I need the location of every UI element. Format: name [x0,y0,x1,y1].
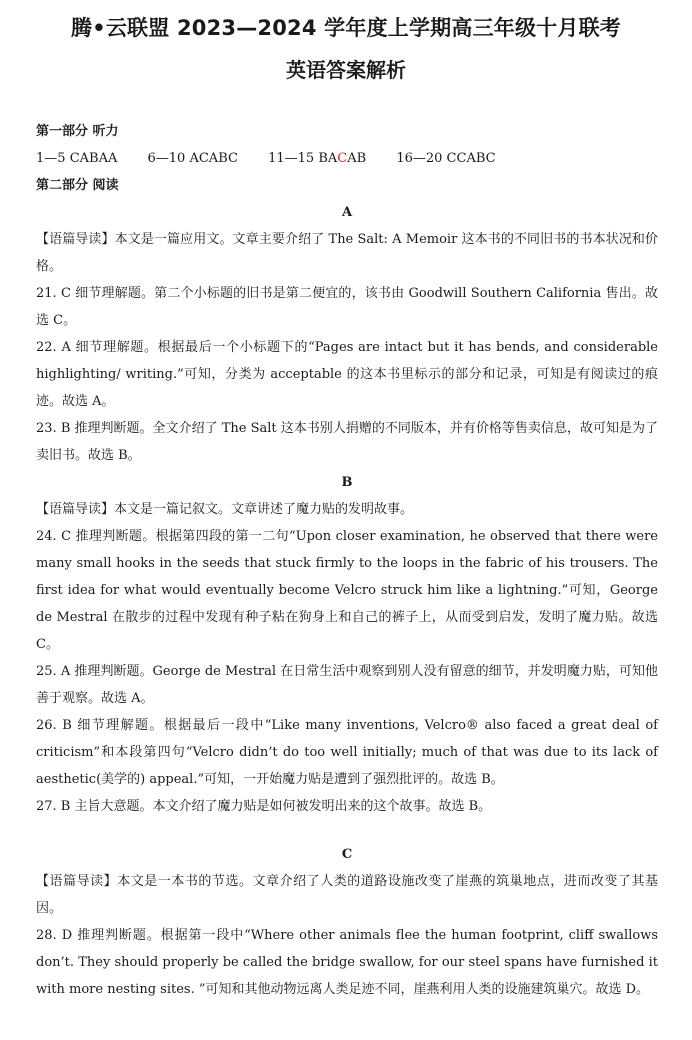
answer-range: 11—15 [268,151,315,166]
answer-letters: CCABC [446,151,496,166]
answer-21: 21. C 细节理解题。第二个小标题的旧书是第二便宜的，该书由 Goodwill Southern California 售出。故选 C。 [36,286,658,328]
answer-range: 1—5 [36,151,66,166]
answer-26: 26. B 细节理解题。根据最后一段中“Like many inventions, Velcro® also faced a great deal of criticism”和本段第四句“Velcro didn’t do too well initially; much of that was due to its lack of aesthetic(美学的) appeal.”可知，一开始魔力贴是遭到了强烈批评的。故选 B。 [36,718,658,787]
part1-heading: 第一部分 听力 [36,124,119,139]
section-a-letter: A [341,205,353,220]
document-title: 腾•云联盟 2023—2024 学年度上学期高三年级十月联考 [71,16,621,40]
answer-22: 22. A 细节理解题。根据最后一个小标题下的“Pages are intact but it has bends, and considerable highlighting/ writing.”可知，分类为 acceptable 的这本书里标示的部分和记录，可知是有阅读过的痕迹。故选 A。 [36,340,658,409]
section-b-letter: B [341,475,353,490]
section-spacer [36,820,658,841]
answer-group-2 [148,145,238,172]
answer-28: 28. D 推理判断题。根据第一段中“Where other animals flee the human footprint, cliff swallows don’t. They should properly be called the bridge swallow, for our steel spans have furnished it with more nesting sites. ”可知和其他动物远离人类足迹不同，崖燕利用人类的设施建筑巢穴。故选 D。 [36,928,658,997]
part2-heading: 第二部分 阅读 [36,178,119,193]
section-b-guide: 【语篇导读】本文是一篇记叙文。文章讲述了魔力贴的发明故事。 [36,502,414,517]
answer-range: 16—20 [396,151,443,166]
answer-letters: AB [347,151,367,166]
answer-letters: ACABC [189,151,238,166]
answer-letters: CABAA [69,151,118,166]
answer-group-3 [268,145,366,172]
document-subtitle: 英语答案解析 [286,58,406,82]
document-body [36,118,658,1003]
answer-24: 24. C 推理判断题。根据第四段的第一二句“Upon closer examination, he observed that there were many small hooks in the seeds that stuck firmly to the loops in the fabric of his trousers. The first idea for what would eventually become Velcro struck him like a lightning.”可知，George de Mestral 在散步的过程中发现有种子粘在狗身上和自己的裤子上，从而受到启发，发明了魔力贴。故选 C。 [36,529,658,652]
answer-letter-highlight: C [337,151,348,166]
answer-23: 23. B 推理判断题。全文介绍了 The Salt 这本书别人捐赠的不同版本，并有价格等售卖信息，故可知是为了卖旧书。故选 B。 [36,421,658,463]
answer-27: 27. B 主旨大意题。本文介绍了魔力贴是如何被发明出来的这个故事。故选 B。 [36,799,492,814]
section-c-guide: 【语篇导读】本文是一本书的节选。文章介绍了人类的道路设施改变了崖燕的筑巢地点，进而改变了其基因。 [36,874,658,916]
answer-range: 6—10 [147,151,186,166]
section-c-letter: C [341,847,353,862]
answer-group-4 [396,145,495,172]
section-a-guide: 【语篇导读】本文是一篇应用文。文章主要介绍了 The Salt: A Memoir 这本书的不同旧书的书本状况和价格。 [36,232,658,274]
listening-answers [36,145,658,172]
answer-group-1 [36,145,117,172]
answer-25: 25. A 推理判断题。George de Mestral 在日常生活中观察到别人没有留意的细节，并发明魔力贴，可知他善于观察。故选 A。 [36,664,658,706]
answer-letters: BA [318,151,338,166]
